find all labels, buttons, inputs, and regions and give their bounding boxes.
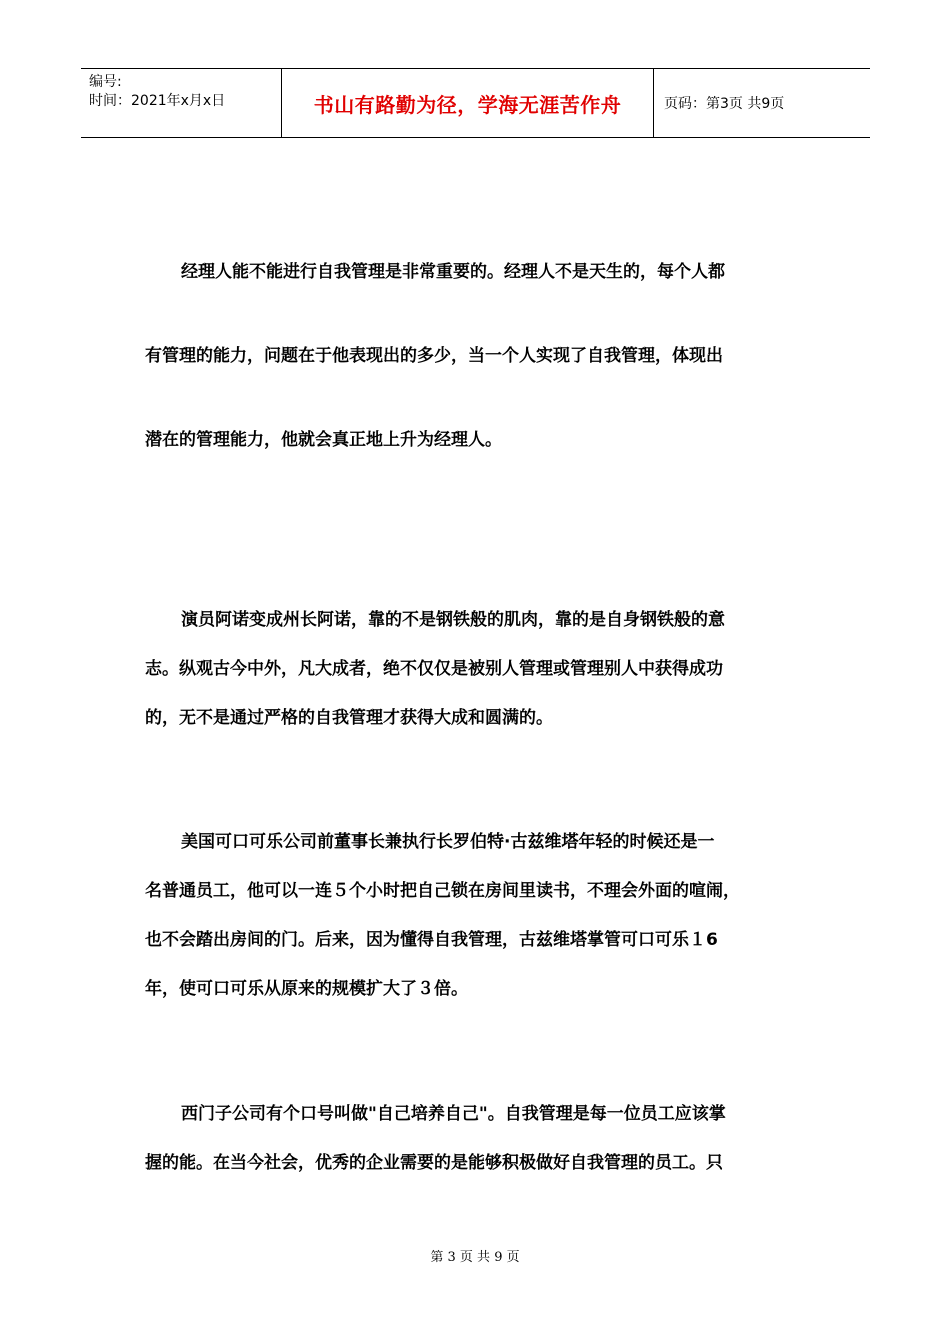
paragraph-line: 也不会踏出房间的门。后来，因为懂得自我管理，古兹维塔掌管可口可乐１6: [145, 930, 718, 950]
paragraph-line: 潜在的管理能力，他就会真正地上升为经理人。: [145, 430, 502, 450]
date-label: 时间：2021年x月x日: [89, 93, 226, 109]
paragraph-line: 年，使可口可乐从原来的规模扩大了３倍。: [145, 979, 468, 999]
paragraph-line: 名普通员工，他可以一连５个小时把自己锁在房间里读书，不理会外面的喧闹，: [145, 881, 740, 901]
paragraph-3: [145, 818, 810, 1014]
paragraph-line: 美国可口可乐公司前董事长兼执行长罗伯特·古兹维塔年轻的时候还是一: [181, 832, 715, 852]
paragraph-line: 经理人能不能进行自我管理是非常重要的。经理人不是天生的，每个人都: [181, 262, 725, 282]
paragraph-line: 演员阿诺变成州长阿诺，靠的不是钢铁般的肌肉，靠的是自身钢铁般的意: [181, 610, 725, 630]
paragraph-line: 的，无不是通过严格的自我管理才获得大成和圆满的。: [145, 708, 553, 728]
page-footer: 第 3 页 共 9 页: [430, 1250, 520, 1265]
header-page-info: 页码：第3页 共9页: [664, 96, 785, 112]
paragraph-2: [145, 596, 810, 743]
paragraph-line: 握的能。在当今社会，优秀的企业需要的是能够积极做好自我管理的员工。只: [145, 1153, 723, 1173]
paragraph-1: [145, 230, 810, 482]
number-label: 编号:: [89, 74, 122, 90]
paragraph-line: 西门子公司有个口号叫做"自己培养自己"。自我管理是每一位员工应该掌: [181, 1104, 726, 1124]
header-meta: [81, 69, 281, 137]
header-motto: 书山有路勤为径，学海无涯苦作舟: [281, 69, 654, 137]
paragraph-line: 有管理的能力，问题在于他表现出的多少，当一个人实现了自我管理，体现出: [145, 346, 723, 366]
header-table: [81, 68, 870, 138]
paragraph-4: [145, 1090, 810, 1188]
paragraph-line: 志。纵观古今中外，凡大成者，绝不仅仅是被别人管理或管理别人中获得成功: [145, 659, 723, 679]
